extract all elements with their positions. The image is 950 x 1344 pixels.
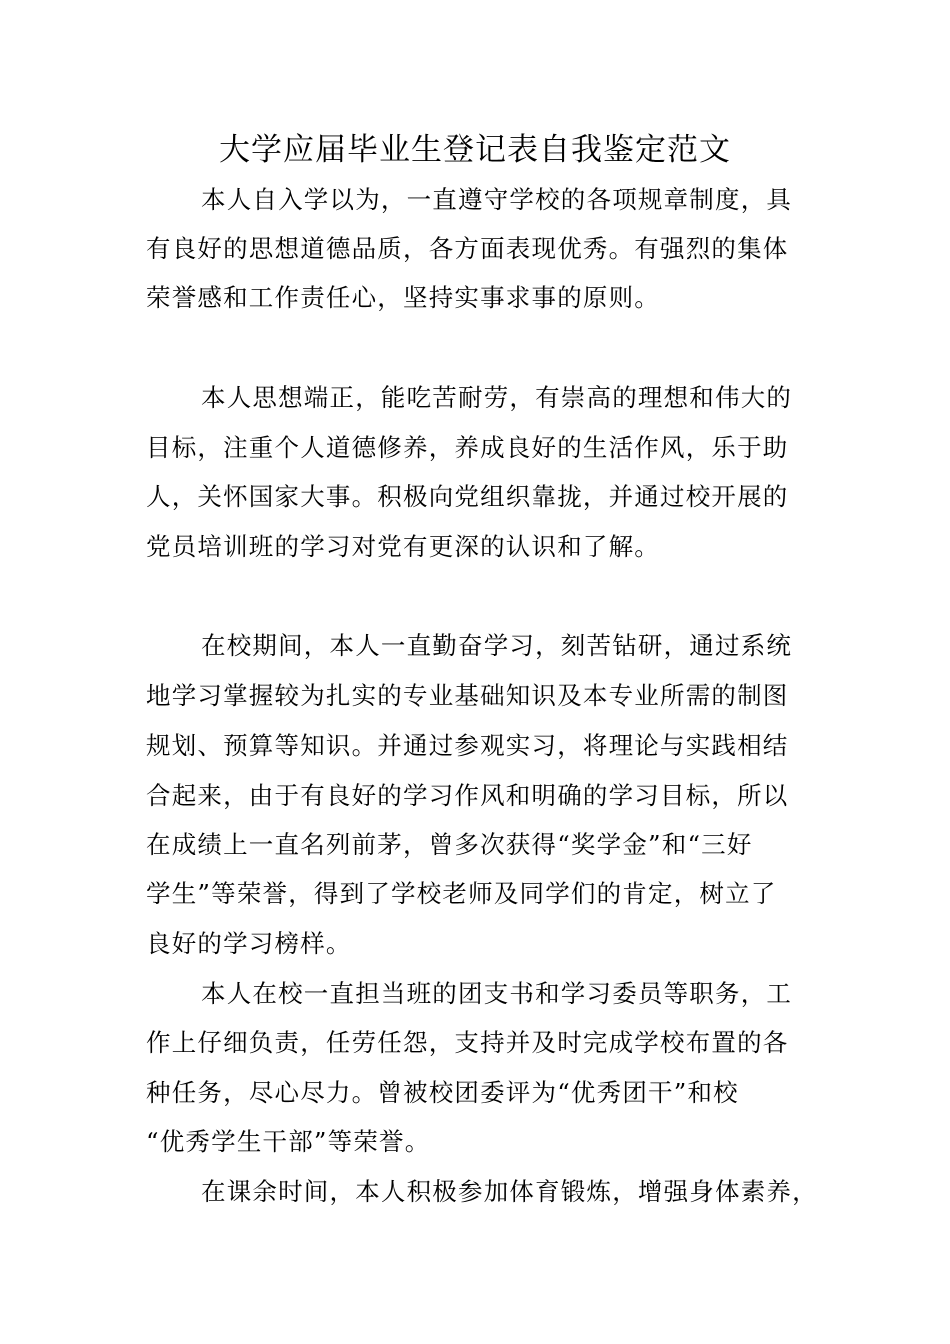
text-line: 在校期间，本人一直勤奋学习，刻苦钻研，通过系统 (201, 631, 793, 660)
text-line: “优秀学生干部”等荣誉。 (146, 1127, 431, 1156)
text-line: 学生”等荣誉，得到了学校老师及同学们的肯定，树立了 (146, 879, 777, 908)
text-line: 种任务，尽心尽力。曾被校团委评为“优秀团干”和校 (146, 1078, 739, 1107)
document-title: 大学应届毕业生登记表自我鉴定范文 (219, 132, 731, 168)
text-line: 本人思想端正，能吃苦耐劳，有崇高的理想和伟大的 (201, 383, 793, 412)
text-line: 良好的学习榜样。 (146, 929, 352, 958)
text-line: 党员培训班的学习对党有更深的认识和了解。 (146, 532, 660, 561)
text-line: 荣誉感和工作责任心，坚持实事求事的原则。 (146, 283, 660, 312)
text-line: 人，关怀国家大事。积极向党组织靠拢，并通过校开展的 (146, 482, 789, 511)
text-line: 规划、预算等知识。并通过参观实习，将理论与实践相结 (146, 731, 789, 760)
text-line: 有良好的思想道德品质，各方面表现优秀。有强烈的集体 (146, 234, 789, 263)
text-line: 本人在校一直担当班的团支书和学习委员等职务，工 (201, 979, 793, 1008)
text-line: 作上仔细负责，任劳任怨，支持并及时完成学校布置的各 (146, 1028, 789, 1057)
text-line: 本人自入学以为，一直遵守学校的各项规章制度，具 (201, 185, 793, 214)
text-line: 合起来，由于有良好的学习作风和明确的学习目标，所以 (146, 781, 789, 810)
text-line: 地学习掌握较为扎实的专业基础知识及本专业所需的制图 (146, 681, 789, 710)
text-line: 在课余时间，本人积极参加体育锻炼，增强身体素养， (201, 1177, 818, 1206)
text-line: 在成绩上一直名列前茅，曾多次获得“奖学金”和“三好 (146, 830, 753, 859)
text-line: 目标，注重个人道德修养，养成良好的生活作风，乐于助 (146, 433, 789, 462)
